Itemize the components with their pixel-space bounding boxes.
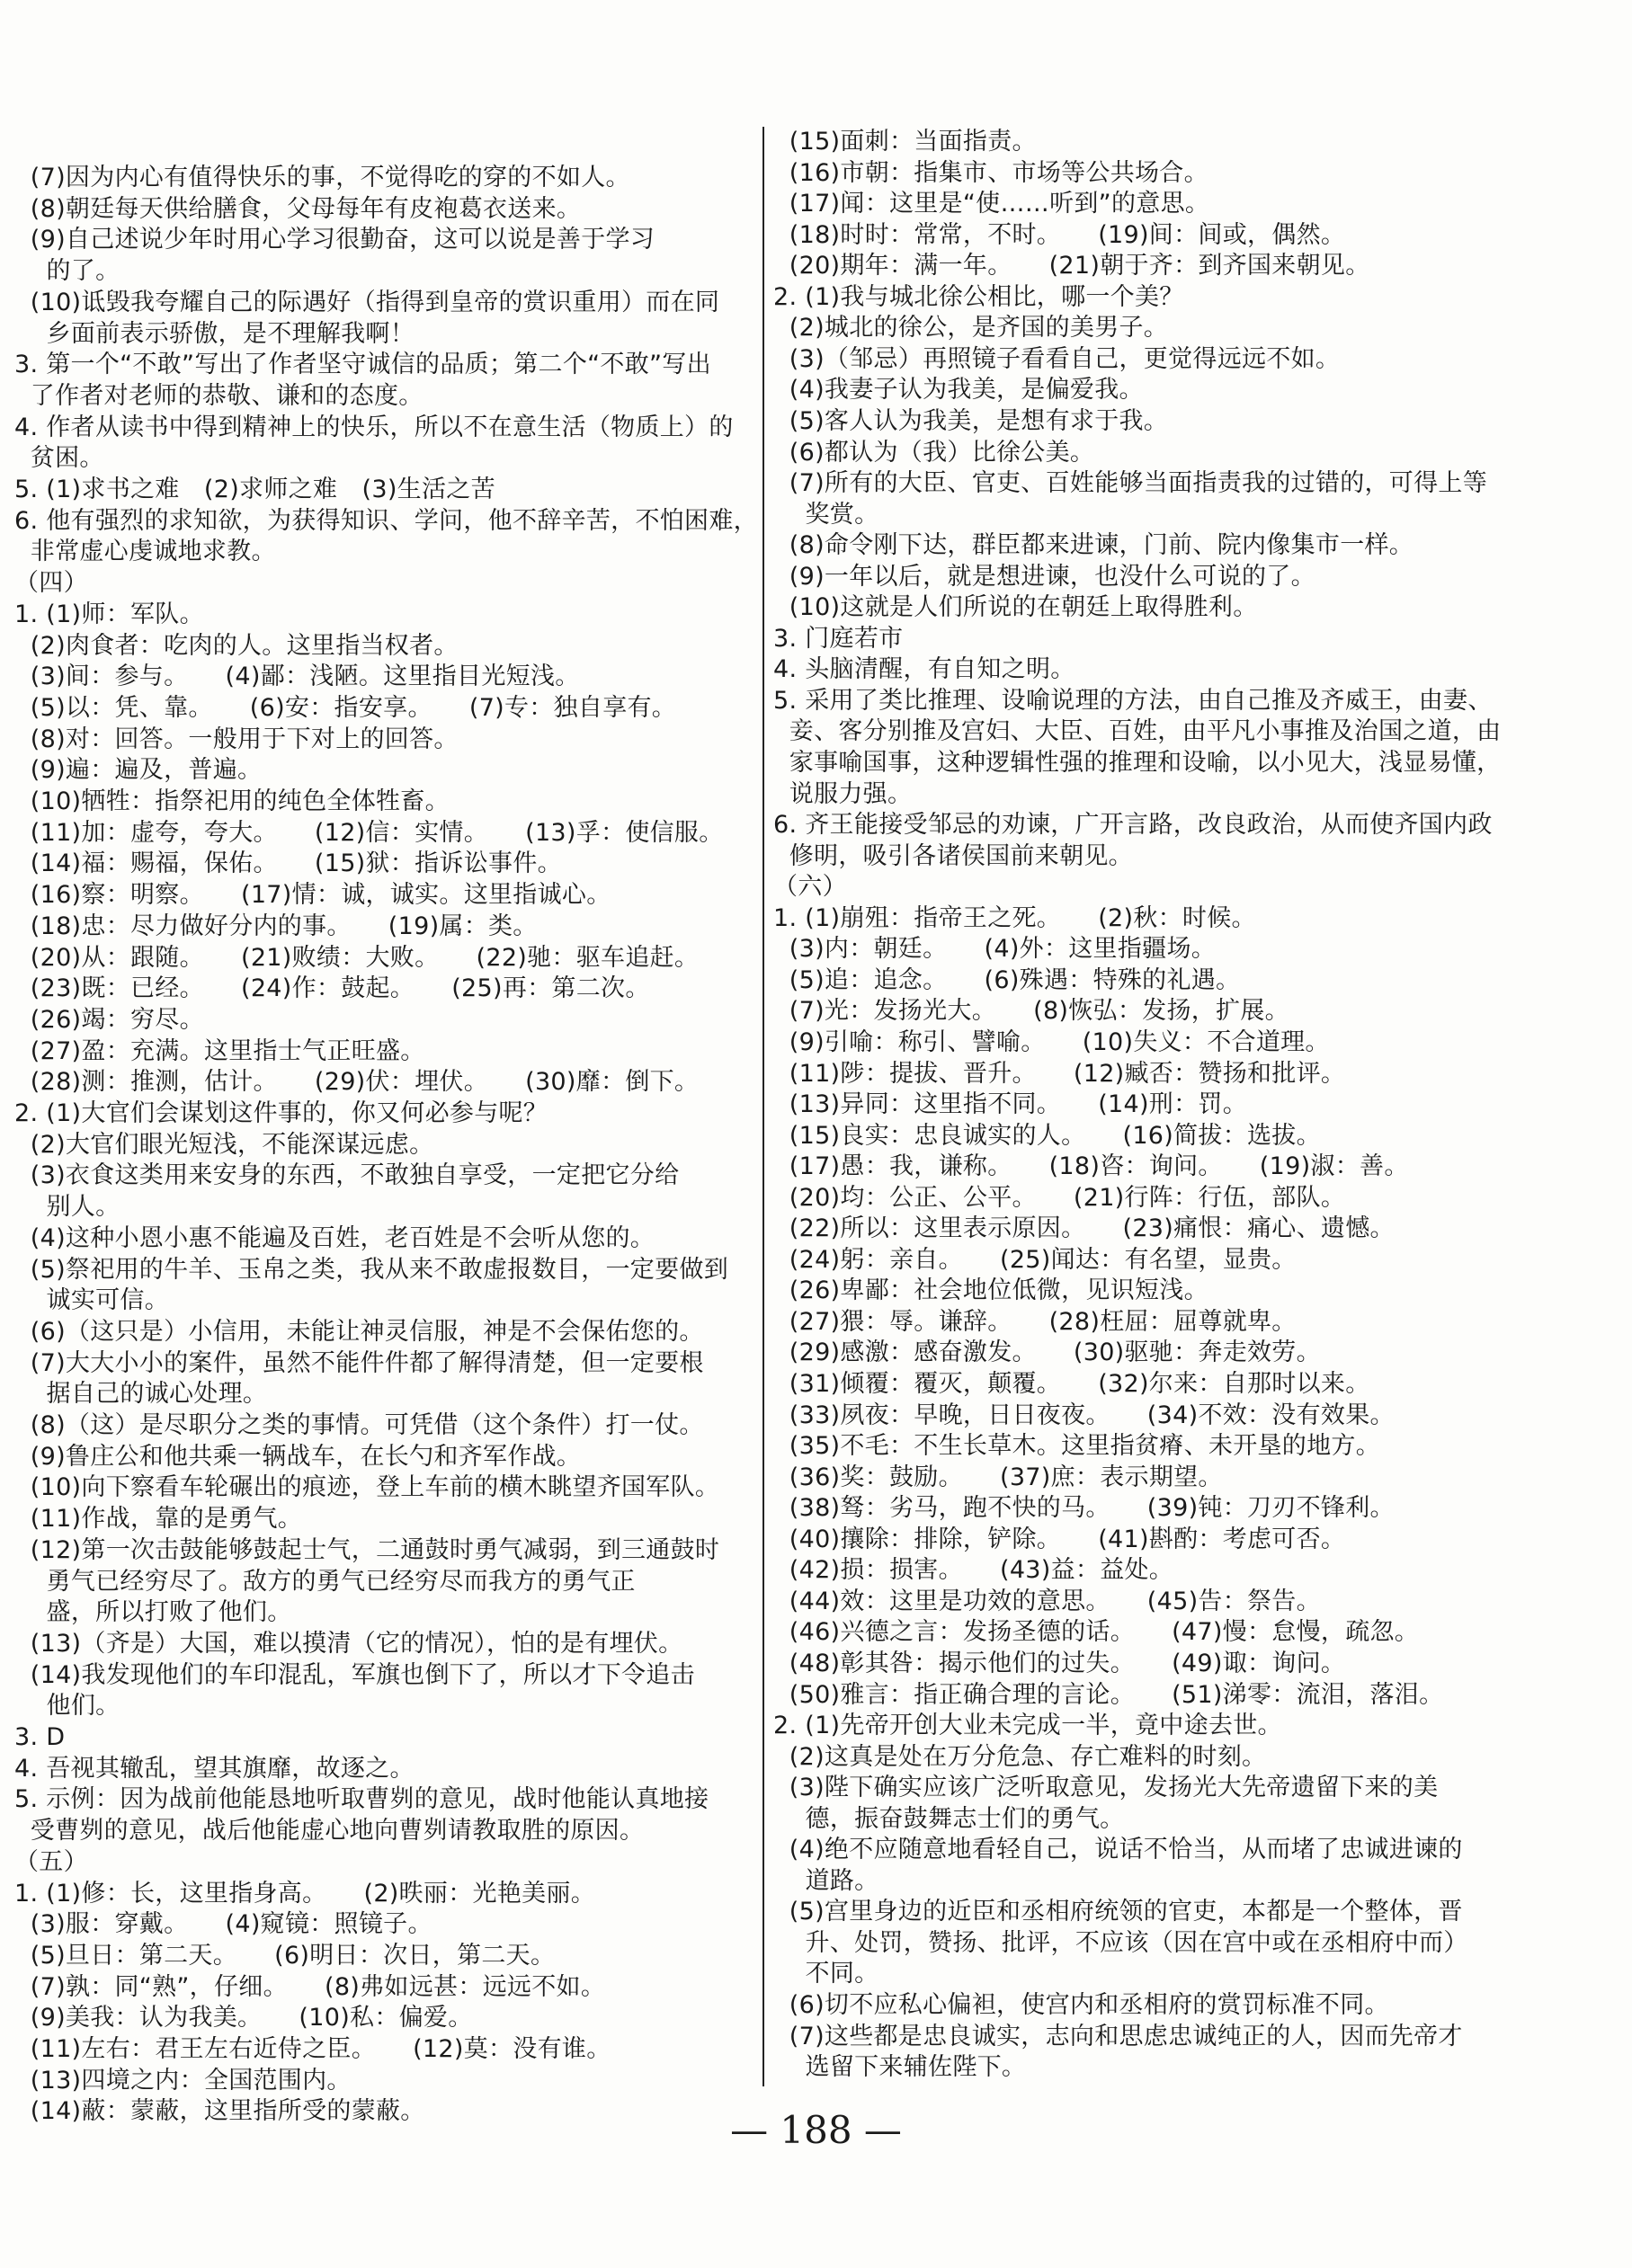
answer-line: (3)衣食这类用来安身的东西，不敢独自享受，一定把它分给 (14, 1161, 680, 1190)
answer-line: (27)盈：充满。这里指士气正旺盛。 (14, 1036, 425, 1065)
answer-line: 德，振奋鼓舞志士们的勇气。 (773, 1804, 1125, 1833)
answer-line: （四） (14, 569, 88, 598)
answer-line: (31)倾覆：覆灭，颠覆。 (32)尔来：自那时以来。 (773, 1370, 1370, 1398)
answer-line: 3. 门庭若市 (773, 624, 904, 653)
answer-line: 据自己的诚心处理。 (14, 1380, 268, 1409)
answer-line: (6)切不应私心偏袒，使宫内和丞相府的赏罚标准不同。 (773, 1991, 1389, 2019)
answer-line: 受曹刿的意见，战后他能虚心地向曹刿请教取胜的原因。 (14, 1817, 645, 1846)
answer-line: (5)宫里身边的近臣和丞相府统领的官吏，本都是一个整体，晋 (773, 1898, 1463, 1926)
answer-line: 的了。 (14, 257, 120, 286)
answer-line: (3)间：参与。 (4)鄙：浅陋。这里指目光短浅。 (14, 663, 580, 691)
answer-line: (5)以：凭、靠。 (6)安：指安享。 (7)专：独自享有。 (14, 693, 677, 722)
answer-line: (12)第一次击鼓能够鼓起士气，二通鼓时勇气减弱，到三通鼓时 (14, 1535, 720, 1564)
answer-line: 诚实可信。 (14, 1286, 170, 1315)
answer-line: (4)绝不应随意地看轻自己，说话不恰当，从而堵了忠诚进谏的 (773, 1836, 1463, 1864)
answer-line: 盛，所以打败了他们。 (14, 1598, 292, 1627)
answer-line: (2)这真是处在万分危急、存亡难料的时刻。 (773, 1742, 1267, 1771)
answer-line: (7)大大小小的案件，虽然不能件件都了解得清楚，但一定要根 (14, 1348, 704, 1377)
answer-line: (13)四境之内：全国范围内。 (14, 2066, 352, 2095)
answer-line: (4)我妻子认为我美，是偏爱我。 (773, 376, 1144, 405)
answer-line: (24)躬：亲自。 (25)闻达：有名望，显贵。 (773, 1245, 1297, 1274)
answer-line: (40)攘除：排除，铲除。 (41)斟酌：考虑可否。 (773, 1525, 1346, 1553)
answer-line: 贫困。 (14, 444, 104, 473)
answer-line: （五） (14, 1847, 88, 1876)
answer-line: (36)奖：鼓励。 (37)庶：表示期望。 (773, 1463, 1223, 1491)
answer-line: (4)这种小恩小惠不能遍及百姓，老百姓是不会听从您的。 (14, 1223, 655, 1252)
answer-line: (7)光：发扬光大。 (8)恢弘：发扬，扩展。 (773, 997, 1289, 1026)
answer-line: （六） (773, 873, 847, 902)
column-divider (762, 127, 764, 2086)
answer-line: (11)陟：提拔、晋升。 (12)臧否：赞扬和批评。 (773, 1059, 1346, 1088)
answer-line: (8)朝廷每天供给膳食，父母每年有皮袍葛衣送来。 (14, 194, 582, 223)
answer-line: (20)从：跟随。 (21)败绩：大败。 (22)驰：驱车追赶。 (14, 943, 700, 972)
answer-line: (17)闻：这里是“使……听到”的意思。 (773, 190, 1210, 218)
answer-line: 1. (1)师：军队。 (14, 600, 204, 628)
answer-line: (3)内：朝廷。 (4)外：这里指疆场。 (773, 935, 1217, 964)
answer-line: (48)彰其咎：揭示他们的过失。 (49)诹：询问。 (773, 1649, 1346, 1677)
answer-line: 6. 齐王能接受邹忌的劝谏，广开言路，改良政治，从而使齐国内政 (773, 811, 1493, 840)
answer-line: (14)福：赐福，保佑。 (15)狱：指诉讼事件。 (14, 849, 562, 878)
answer-line: (9)自己述说少年时用心学习很勤奋，这可以说是善于学习 (14, 226, 655, 254)
answer-line: (10)诋毁我夸耀自己的际遇好（指得到皇帝的赏识重用）而在同 (14, 288, 720, 316)
answer-line: (5)旦日：第二天。 (6)明日：次日，第二天。 (14, 1941, 556, 1970)
answer-line: (10)这就是人们所说的在朝廷上取得胜利。 (773, 593, 1258, 622)
answer-line: 1. (1)修：长，这里指身高。 (2)昳丽：光艳美丽。 (14, 1879, 596, 1908)
answer-line: (9)美我：认为我美。 (10)私：偏爱。 (14, 2004, 473, 2032)
answer-line: 非常虚心虔诚地求教。 (14, 538, 276, 566)
answer-line: (15)面刺：当面指责。 (773, 128, 1037, 156)
answer-line: 乡面前表示骄傲，是不理解我啊！ (14, 319, 415, 348)
answer-line: 1. (1)崩殂：指帝王之死。 (2)秋：时候。 (773, 903, 1256, 932)
answer-line: (7)这些都是忠良诚实，志向和思虑忠诚纯正的人，因而先帝才 (773, 2022, 1463, 2050)
page-number: — 188 — (730, 2108, 902, 2152)
answer-line: (20)期年：满一年。 (21)朝于齐：到齐国来朝见。 (773, 252, 1370, 280)
answer-line: (3)服：穿戴。 (4)窥镜：照镜子。 (14, 1910, 433, 1939)
answer-line: (8)命令刚下达，群臣都来进谏，门前、院内像集市一样。 (773, 531, 1414, 560)
answer-line: (27)猥：辱。谦辞。 (28)枉屈：屈尊就卑。 (773, 1307, 1297, 1336)
answer-line: 妾、客分别推及宫妇、大臣、百姓，由平凡小事推及治国之道，由 (773, 717, 1502, 746)
answer-line: (11)作战，靠的是勇气。 (14, 1505, 303, 1534)
answer-line: (14)蔽：蒙蔽，这里指所受的蒙蔽。 (14, 2097, 425, 2126)
answer-line: 修明，吸引各诸侯国前来朝见。 (773, 841, 1133, 870)
answer-line: 别人。 (14, 1193, 120, 1222)
answer-line: (10)向下察看车轮碾出的痕迹，登上车前的横木眺望齐国军队。 (14, 1473, 720, 1502)
answer-line: (3)（邹忌）再照镜子看看自己，更觉得远远不如。 (773, 344, 1341, 373)
answer-line: 不同。 (773, 1960, 879, 1988)
answer-line: (8)（这）是尽职分之类的事情。可凭借（这个条件）打一仗。 (14, 1411, 704, 1439)
answer-line: (16)市朝：指集市、市场等公共场合。 (773, 158, 1208, 187)
answer-line: (2)城北的徐公，是齐国的美男子。 (773, 314, 1169, 342)
answer-line: (6)（这只是）小信用，未能让神灵信服，神是不会保佑您的。 (14, 1317, 704, 1346)
answer-line: 奖赏。 (773, 500, 879, 529)
answer-line: (10)牺牲：指祭祀用的纯色全体牲畜。 (14, 787, 450, 815)
answer-line: (23)既：已经。 (24)作：鼓起。 (25)再：第二次。 (14, 974, 650, 1003)
answer-line: (22)所以：这里表示原因。 (23)痛恨：痛心、遗憾。 (773, 1214, 1395, 1243)
answer-line: (8)对：回答。一般用于下对上的回答。 (14, 725, 459, 753)
answer-line: (11)左右：君王左右近侍之臣。 (12)莫：没有谁。 (14, 2035, 611, 2063)
answer-line: (35)不毛：不生长草木。这里指贫瘠、未开垦的地方。 (773, 1432, 1380, 1461)
answer-line: 4. 吾视其辙乱，望其旗靡，故逐之。 (14, 1754, 415, 1783)
answer-line: (7)孰：同“熟”，仔细。 (8)弗如远甚：远远不如。 (14, 1972, 606, 2001)
answer-line: (16)察：明察。 (17)情：诚，诚实。这里指诚心。 (14, 881, 611, 910)
answer-line: 勇气已经穷尽了。敌方的勇气已经穷尽而我方的勇气正 (14, 1567, 636, 1596)
answer-line: 道路。 (773, 1866, 879, 1895)
answer-line: (2)肉食者：吃肉的人。这里指当权者。 (14, 631, 459, 660)
answer-line: (28)测：推测，估计。 (29)伏：埋伏。 (30)靡：倒下。 (14, 1068, 700, 1097)
answer-line: (5)祭祀用的牛羊、玉帛之类，我从来不敢虚报数目，一定要做到 (14, 1255, 729, 1284)
answer-line: 3. 第一个“不敢”写出了作者坚守诚信的品质；第二个“不敢”写出 (14, 351, 711, 379)
answer-line: (44)效：这里是功效的意思。 (45)告：祭告。 (773, 1587, 1321, 1615)
answer-line: (38)驽：劣马，跑不快的马。 (39)钝：刀刃不锋利。 (773, 1494, 1395, 1523)
answer-line: 2. (1)大官们会谋划这件事的，你又何必参与呢？ (14, 1099, 548, 1127)
answer-line: 2. (1)先帝开创大业未完成一半，竟中途去世。 (773, 1712, 1282, 1740)
answer-line: (46)兴德之言：发扬圣德的话。 (47)慢：怠慢，疏忽。 (773, 1618, 1420, 1647)
answer-line: (7)所有的大臣、官吏、百姓能够当面指责我的过错的，可得上等 (773, 469, 1488, 498)
answer-line: 了作者对老师的恭敬、谦和的态度。 (14, 381, 424, 410)
answer-line: 家事喻国事，这种逻辑性强的推理和设喻，以小见大，浅显易懂， (773, 749, 1502, 777)
answer-line: (5)追：追念。 (6)殊遇：特殊的礼遇。 (773, 965, 1241, 994)
answer-line: 3. D (14, 1723, 66, 1751)
answer-line: 升、处罚，赞扬、批评，不应该（因在宫中或在丞相府中而） (773, 1928, 1468, 1957)
answer-line: (3)陛下确实应该广泛听取意见，发扬光大先帝遗留下来的美 (773, 1774, 1439, 1802)
answer-line: 5. (1)求书之难 (2)求师之难 (3)生活之苦 (14, 476, 495, 503)
answer-line: 4. 头脑清醒，有自知之明。 (773, 655, 1075, 684)
answer-line: (33)夙夜：早晚，日日夜夜。 (34)不效：没有效果。 (773, 1401, 1395, 1429)
answer-line: (42)损：损害。 (43)益：益处。 (773, 1556, 1174, 1585)
answer-line: (26)竭：穷尽。 (14, 1005, 204, 1034)
answer-line: 他们。 (14, 1692, 120, 1721)
answer-line: 2. (1)我与城北徐公相比，哪一个美？ (773, 282, 1184, 311)
answer-line: (9)引喻：称引、譬喻。 (10)失义：不合道理。 (773, 1027, 1330, 1056)
answer-line: 5. 采用了类比推理、设喻说理的方法，由自己推及齐威王，由妻、 (773, 686, 1493, 715)
answer-line: (13)（齐是）大国，难以摸清（它的情况），怕的是有埋伏。 (14, 1629, 683, 1658)
answer-line: (9)一年以后，就是想进谏，也没什么可说的了。 (773, 562, 1315, 591)
answer-line: (13)异同：这里指不同。 (14)刑：罚。 (773, 1090, 1248, 1119)
answer-line: (2)大官们眼光短浅，不能深谋远虑。 (14, 1130, 434, 1159)
answer-line: (14)我发现他们的车印混乱，军旗也倒下了，所以才下令追击 (14, 1660, 695, 1689)
answer-line: 说服力强。 (773, 779, 913, 808)
answer-line: (15)良实：忠良诚实的人。 (16)简拔：选拔。 (773, 1121, 1321, 1150)
answer-line: (18)时时：常常，不时。 (19)间：间或，偶然。 (773, 220, 1346, 249)
answer-line: (9)遍：遍及，普遍。 (14, 756, 263, 785)
answer-line: (29)感激：感奋激发。 (30)驱驰：奔走效劳。 (773, 1339, 1321, 1367)
answer-line: (9)鲁庄公和他共乘一辆战车，在长勺和齐军作战。 (14, 1442, 582, 1471)
answer-line: (26)卑鄙：社会地位低微，见识短浅。 (773, 1276, 1208, 1305)
answer-line: 4. 作者从读书中得到精神上的快乐，所以不在意生活（物质上）的 (14, 413, 734, 441)
answer-line: (17)愚：我，谦称。 (18)咨：询问。 (19)淑：善。 (773, 1152, 1409, 1181)
answer-line: (11)加：虚夸，夸大。 (12)信：实情。 (13)孚：使信服。 (14, 818, 724, 847)
answer-line: (18)忠：尽力做好分内的事。 (19)属：类。 (14, 912, 538, 940)
answer-line: (7)因为内心有值得快乐的事，不觉得吃的穿的不如人。 (14, 164, 630, 191)
answer-line: 5. 示例：因为战前他能恳地听取曹刿的意见，战时他能认真地接 (14, 1785, 709, 1814)
answer-line: 6. 他有强烈的求知欲，为获得知识、学问，他不辞辛苦，不怕困难， (14, 506, 758, 535)
answer-line: (50)雅言：指正确合理的言论。 (51)涕零：流泪，落泪。 (773, 1680, 1444, 1709)
answer-line: 选留下来辅佐陛下。 (773, 2053, 1027, 2082)
answer-line: (5)客人认为我美，是想有求于我。 (773, 406, 1169, 435)
answer-line: (6)都认为（我）比徐公美。 (773, 438, 1095, 467)
answer-line: (20)均：公正、公平。 (21)行阵：行伍，部队。 (773, 1183, 1346, 1212)
